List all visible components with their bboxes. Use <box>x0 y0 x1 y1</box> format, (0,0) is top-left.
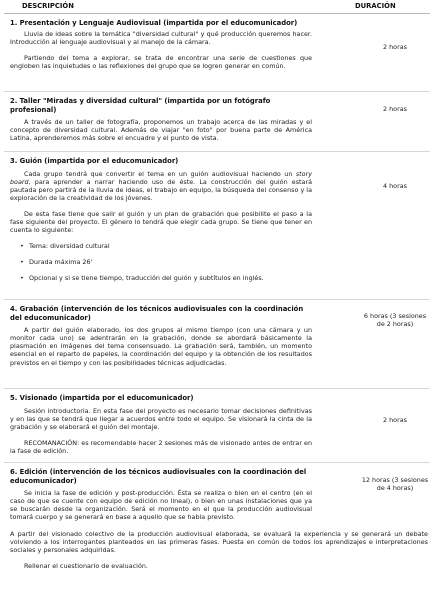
section-description <box>10 118 312 142</box>
section-description <box>10 326 312 366</box>
paragraph: De esta fase tiene que salir el guión y un plan de grabación que posibilite el paso a la fase siguiente del proyecto. El género lo tendrá que elegir cada grupo. Se tiene que tener en cuenta lo siguiente: <box>10 209 312 235</box>
section-description <box>10 30 312 70</box>
closing-paragraph: A partir del visionado colectivo de la producción audiovisual elaborada, se evaluará la experiencia y se generará un debate volviendo a los interrogantes planteados en las primeras fases. Puesta en común de todos los aprendizajes e interpretaciones sociales y personales adquiridas. <box>10 529 428 554</box>
header-duration: DURACIÓN <box>355 2 396 10</box>
divider <box>4 462 430 463</box>
paragraph: Sesión introductoria. En esta fase del proyecto es necesario tomar decisiones definitivas y en las que se tendrá que llegar a acuerdos entre todo el equipo. Se visionará la cinta de la grabación y se elaborará el guión del montaje. <box>10 406 312 431</box>
section-visionado <box>10 394 428 455</box>
section-duration: 6 horas (3 sesiones de 2 horas) <box>363 312 427 329</box>
paragraph: Cada grupo tendrá que convertir el tema en un guión audiovisual haciendo un story board, para aprender a narrar haciendo uso de éste. La construcción del guión estará pautada pero partirá de la lluvia de ideas, el trabajo en equipo, la búsqueda del consenso y la exploración de la creatividad de los jóvenes. <box>10 169 312 202</box>
section-duration: 2 horas <box>383 43 407 51</box>
section-description <box>10 489 312 521</box>
section-description <box>10 407 312 455</box>
final-paragraph: Rellenar el cuestionario de evaluación. <box>24 561 148 570</box>
section-title: 1. Presentación y Lenguaje Audiovisual (impartida por el educomunicador) <box>10 19 298 27</box>
paragraph: Partiendo del tema a explorar, se trata de encontrar una serie de cuestiones que engloben las inquietudes o las reflexiones del grupo que se logren generar en común. <box>10 53 312 70</box>
section-duration: 2 horas <box>383 416 407 424</box>
section-duration: 2 horas <box>383 105 407 113</box>
paragraph: A través de un taller de fotografía, proponemos un trabajo acerca de las miradas y el concepto de diversidad cultural. Además de viajar "en foto" por buena parte de América Latina, aprenderemos más sobre el encuadre y el punto de vista. <box>10 118 312 143</box>
section-title: 3. Guión (impartida por el educomunicador) <box>10 157 179 165</box>
table-header <box>0 2 432 12</box>
section-duration: 4 horas <box>383 182 407 190</box>
list-item: • Tema: diversidad cultural <box>20 242 312 250</box>
list-item: • Opcional y si se tiene tiempo, traducción del guión y subtítulos en inglés. <box>20 274 312 282</box>
divider <box>4 91 430 92</box>
section-duration: 12 horas (3 sesiones de 4 horas) <box>361 476 429 493</box>
section-title: 5. Visionado (impartida por el educomunicador) <box>10 394 194 402</box>
requirements-list <box>20 242 312 282</box>
divider <box>4 388 430 389</box>
divider <box>4 151 430 152</box>
section-title: 4. Grabación (intervención de los técnicos audiovisuales con la coordinación del educomunicador) <box>10 305 304 322</box>
section-grabacion <box>10 305 428 367</box>
section-taller <box>10 97 428 142</box>
section-guion <box>10 157 428 291</box>
list-item: • Durada máxima 26' <box>20 258 312 266</box>
header-description: DESCRIPCIÓN <box>22 2 74 10</box>
paragraph: Lluvia de ideas sobre la temática "diversidad cultural" y qué producción queremos hacer. Introducción al lenguaje audiovisual y al manejo de la cámara. <box>10 29 312 46</box>
section-title: 6. Edición (intervención de los técnicos audiovisuales con la coordinación del educomunicador) <box>10 468 307 485</box>
section-title: 2. Taller "Miradas y diversidad cultural" (impartida por un fotógrafo profesional) <box>10 97 271 114</box>
section-description <box>10 170 312 283</box>
section-edicion <box>10 468 428 570</box>
divider <box>4 299 430 300</box>
divider <box>4 13 430 14</box>
paragraph: Se inicia la fase de edición y post-producción. Ésta se realiza o bien en el centro (en el caso de que se cuente con equipo de edición no lineal), o bien en unas instalaciones que ya se buscarán desde la organización. Será el momento en el que la producción audiovisual tomará cuerpo y se generará en base a aquello que se habla previsto. <box>10 489 312 522</box>
section-presentacion <box>10 19 428 70</box>
paragraph: RECOMANACIÓN: es recomendable hacer 2 sesiones más de visionado antes de entrar en la fase de edición. <box>10 438 312 455</box>
paragraph: A partir del guión elaborado, los dos grupos al mismo tiempo (con una cámara y un monitor cada uno) se adentrarán en la grabación, donde se abordará básicamente la plasmación en imágenes del tema consensuado. La grabación será, también, un momento esencial en el reparto de papeles, la coordinación del equipo y la obtención de los resultados previstos en el tiempo y con las posibilidades técnicas adjudicadas. <box>10 326 312 367</box>
